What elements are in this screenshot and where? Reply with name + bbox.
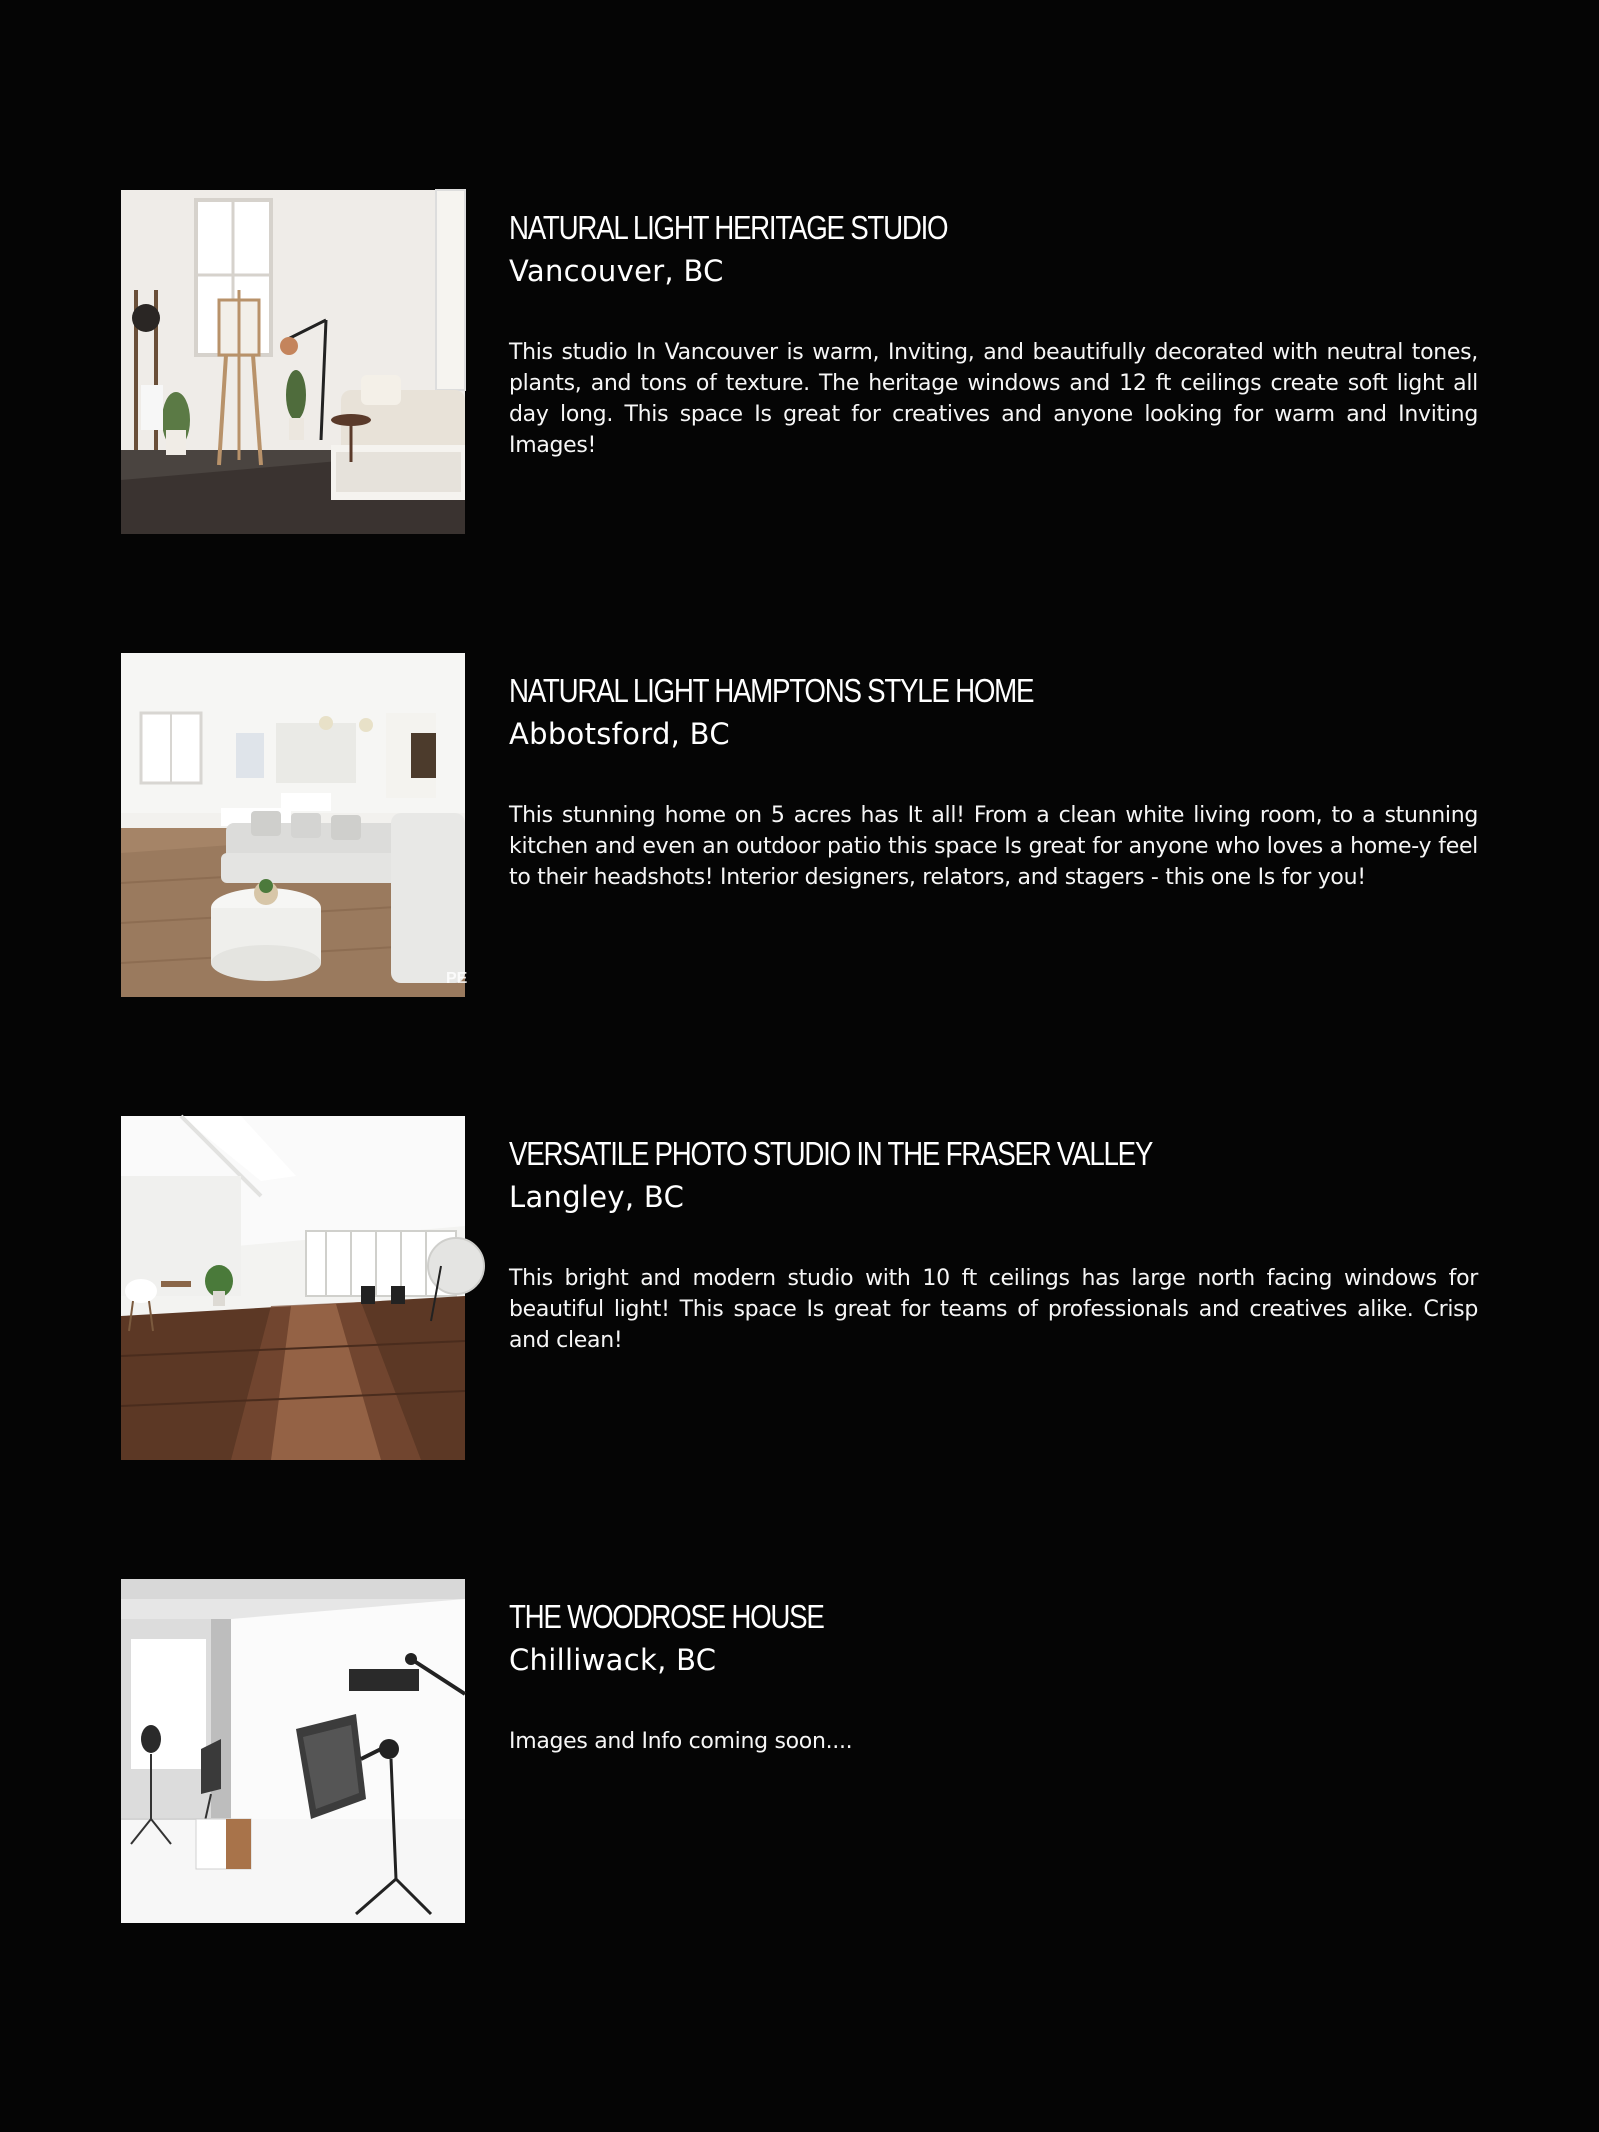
fraser-valley-studio-photo-image xyxy=(121,1116,465,1460)
listing-location: Chilliwack, BC xyxy=(509,1643,717,1677)
heritage-studio-photo[interactable] xyxy=(121,190,465,534)
listing-description: This bright and modern studio with 10 ft ceilings has large north facing windows for beautiful light! This space Is great for teams of professionals and creatives alike. Crisp and clean! xyxy=(509,1266,1478,1353)
listing-description: This studio In Vancouver is warm, Inviting, and beautifully decorated with neutral tones, plants, and tons of texture. The heritage windows and 12 ft ceilings create soft light all day long. This space Is great for creatives and anyone looking for warm and Inviting Images! xyxy=(509,340,1478,458)
listing-title[interactable]: THE WOODROSE HOUSE xyxy=(509,1598,824,1635)
listing-title[interactable]: NATURAL LIGHT HAMPTONS STYLE HOME xyxy=(509,672,1034,709)
woodrose-house-photo-image xyxy=(121,1579,465,1923)
listing-card xyxy=(0,1116,1599,1460)
listing-location: Langley, BC xyxy=(509,1180,685,1214)
fraser-valley-studio-photo[interactable] xyxy=(121,1116,465,1460)
listing-card xyxy=(0,190,1599,534)
listing-title[interactable]: NATURAL LIGHT HERITAGE STUDIO xyxy=(509,209,948,246)
listing-card xyxy=(0,1579,1599,1923)
woodrose-house-photo[interactable] xyxy=(121,1579,465,1923)
listing-description: Images and Info coming soon.... xyxy=(509,1729,853,1754)
listing-card xyxy=(0,653,1599,997)
photo-watermark: PE xyxy=(446,970,468,987)
listing-location: Abbotsford, BC xyxy=(509,717,730,751)
hamptons-home-photo[interactable] xyxy=(121,653,468,997)
listing-location: Vancouver, BC xyxy=(509,254,724,288)
hamptons-home-photo-image xyxy=(121,653,468,997)
heritage-studio-photo-image xyxy=(121,190,465,534)
listing-title[interactable]: VERSATILE PHOTO STUDIO IN THE FRASER VALLEY xyxy=(509,1135,1153,1172)
listing-description: This stunning home on 5 acres has It all! From a clean white living room, to a stunning kitchen and even an outdoor patio this space Is great for anyone who loves a home-y feel to their headshots! Interior designers, relators, and stagers - this one Is for you! xyxy=(509,803,1478,890)
